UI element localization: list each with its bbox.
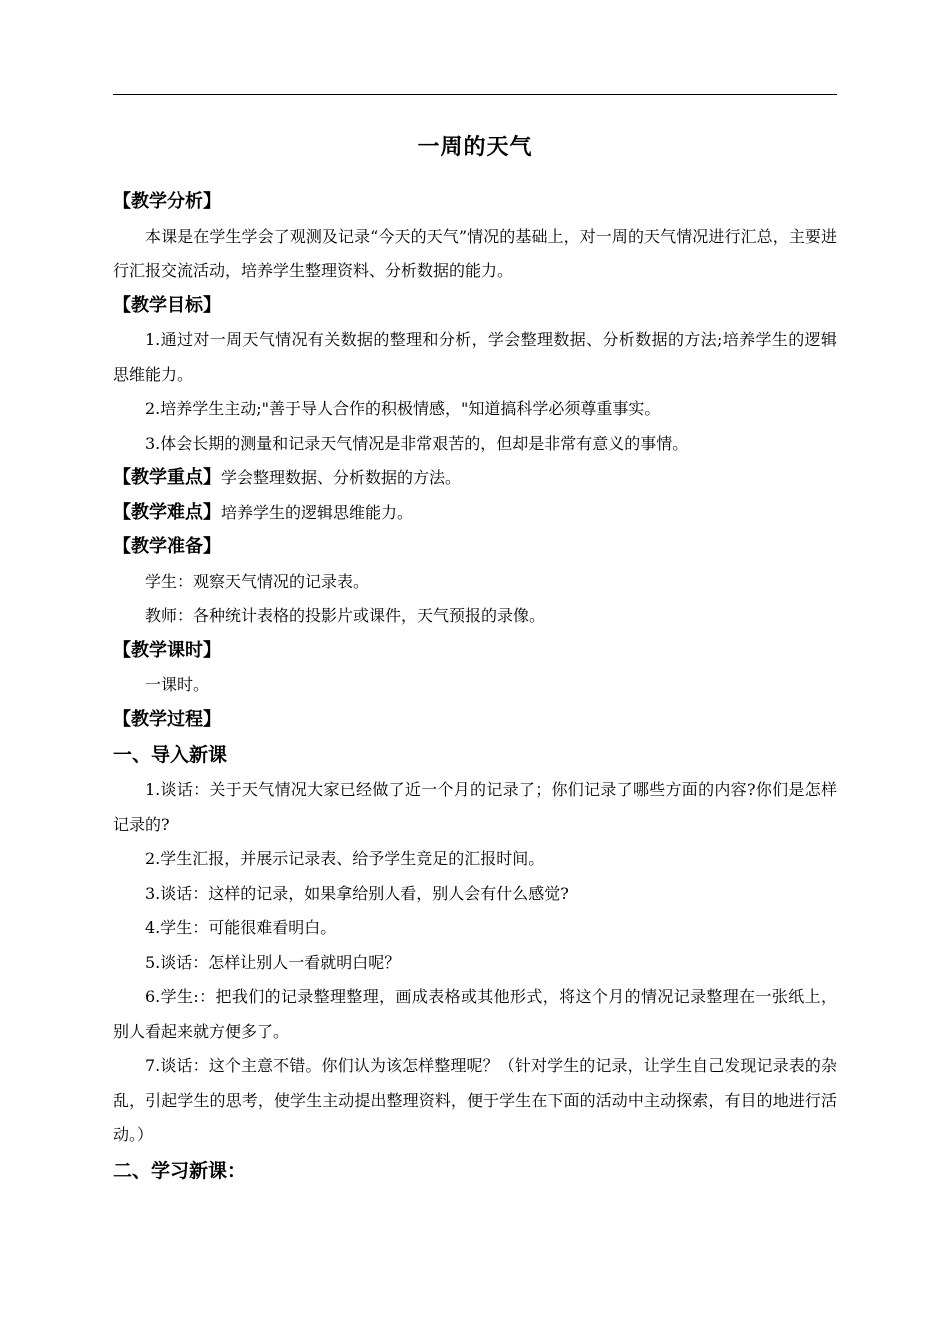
process-item: 2.学生汇报，并展示记录表、给予学生竞足的汇报时间。 (145, 849, 545, 868)
analysis-heading: 【教学分析】 (113, 191, 221, 212)
process-item: 5.谈话：怎样让别人一看就明白呢？ (145, 952, 401, 972)
page-title: 一周的天气 (417, 135, 533, 160)
preparation-heading: 【教学准备】 (113, 536, 221, 557)
preparation-student: 学生：观察天气情况的记录表。 (145, 571, 370, 591)
preparation-teacher: 教师：各种统计表格的投影片或课件，天气预报的录像。 (145, 606, 546, 625)
process-item: 7.谈话：这个主意不错。你们认为该怎样整理呢？（针对学生的记录，让学生自己发现记录表的杂乱，引起学生的思考，使学生主动提出整理资料，便于学生在下面的活动中主动探索，有目的地进行活动。） (113, 1056, 837, 1144)
process-item: 1.谈话：关于天气情况大家已经做了近一个月的记录了；你们记录了哪些方面的内容?你们是怎样记录的? (113, 780, 837, 834)
goal-item: 1.通过对一周天气情况有关数据的整理和分析，学会整理数据、分析数据的方法;培养学生的逻辑思维能力。 (113, 330, 837, 384)
difficulty-line (113, 496, 837, 531)
key-point-text: 学会整理数据、分析数据的方法。 (221, 468, 462, 487)
process-item: 6.学生:：把我们的记录整理整理，画成表格或其他形式，将这个月的情况记录整理在一张纸上，别人看起来就方便多了。 (113, 987, 837, 1041)
process-item: 4.学生：可能很难看明白。 (145, 918, 337, 937)
document-body (113, 185, 837, 1189)
key-point-line (113, 461, 837, 496)
difficulty-text: 培养学生的逻辑思维能力。 (221, 502, 414, 522)
key-point-heading: 【教学重点】 (113, 467, 221, 488)
periods-text: 一课时。 (145, 675, 210, 694)
analysis-text: 本课是在学生学会了观测及记录“今天的天气”情况的基础上，对一周的天气情况进行汇总，主要进行汇报交流活动，培养学生整理资料、分析数据的能力。 (113, 226, 837, 280)
difficulty-heading: 【教学难点】 (113, 501, 221, 523)
goals-heading: 【教学目标】 (113, 294, 221, 316)
process-item: 3.谈话：这样的记录，如果拿给别人看，别人会有什么感觉? (145, 883, 569, 903)
section-1-title: 一、导入新课 (113, 744, 228, 766)
process-heading: 【教学过程】 (113, 708, 221, 730)
goal-item: 3.体会长期的测量和记录天气情况是非常艰苦的，但却是非常有意义的事情。 (145, 433, 689, 453)
section-2-title: 二、学习新课： (113, 1159, 247, 1182)
periods-heading: 【教学课时】 (113, 639, 221, 661)
header-rule (113, 94, 837, 95)
goal-item: 2.培养学生主动;"善于导人合作的积极情感，"知道搞科学必须尊重事实。 (145, 399, 661, 418)
